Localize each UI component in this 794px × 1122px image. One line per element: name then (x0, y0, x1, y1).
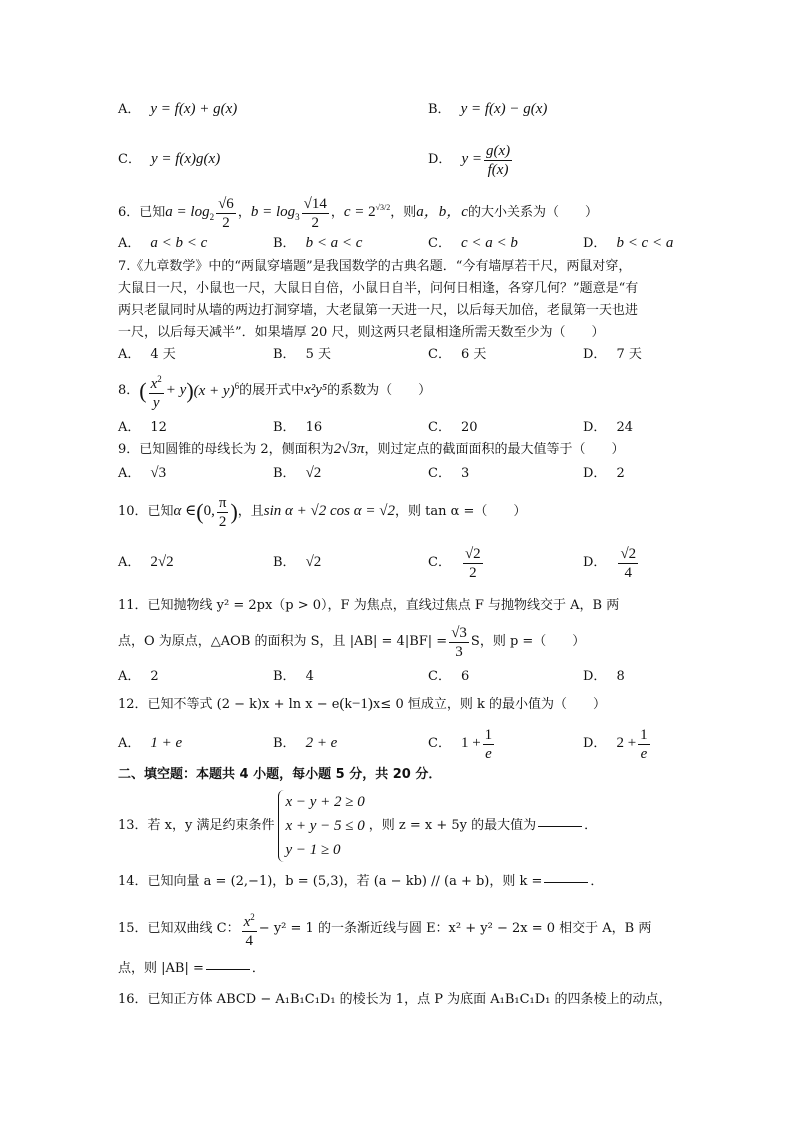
q10-options (118, 540, 678, 586)
question-13: 13．若 x，y 满足约束条件 x − y + 2 ≥ 0 x + y − 5 ≤ 0 y − 1 ≥ 0 ，则 z = x + 5y 的最大值为 ． (118, 788, 678, 864)
q15-frac: $\frac{x^2}{4}$ (242, 908, 257, 950)
q6-b-def: $b = \log_3$ (250, 203, 300, 222)
q12-option-b: B． 2 + e (273, 735, 338, 752)
q11-option-d: D． 8 (583, 668, 625, 684)
question-12: 12．已知不等式 (2 − k)x + ln x − e (k−1)x ≤ 0 恒成立，则 k 的最小值为（ ） (118, 696, 606, 713)
q10-option-c: C． $\frac{√2}{2}$ (428, 545, 481, 581)
question-11-line1: 11．已知抛物线 y² = 2px（p > 0），F 为焦点，直线过焦点 F 与抛物线交于 A，B 两 (118, 597, 620, 613)
q9-option-b: B． √2 (273, 465, 322, 482)
q7-option-b: B． 5 天 (273, 346, 331, 362)
q9-option-d: D． 2 (583, 465, 625, 481)
q12-option-d: D． 2 + $\frac{1}{e}$ (583, 726, 648, 762)
question-11-line2: 点，O 为原点，△AOB 的面积为 S，且 |AB| = 4|BF| = $\frac{√3}{3}$ S，则 p =（ ） (118, 624, 586, 660)
section-2-heading: 二、填空题：本题共 4 小题，每小题 5 分，共 20 分． (118, 767, 442, 782)
q9-option-a: A． √3 (118, 465, 167, 482)
q6-option-b: B． b < a < c (273, 235, 363, 252)
question-8: 8． ( $\frac{x^2}{y}$ + y ) $(x + y)^6$ 的展开式中 x²y⁵ 的系数为（ ） (118, 367, 678, 415)
q7-options (118, 343, 678, 367)
question-15-line1: 15．已知双曲线 C： $\frac{x^2}{4}$ − y² = 1 的一条渐近线与圆 E：x² + y² − 2x = 0 相交于 A，B 两 (118, 906, 678, 952)
q8-option-b: B． 16 (273, 419, 323, 435)
question-15-line2: 点，则 |AB| = ． (118, 960, 265, 976)
q12-option-c: C． 1 + $\frac{1}{e}$ (428, 726, 493, 762)
q6-b-frac: $\frac{√14}{2}$ (303, 195, 327, 231)
q10-option-d: D． $\frac{√2}{4}$ (583, 545, 637, 581)
q6-option-a: A． a < b < c (118, 235, 208, 252)
q9-options (118, 462, 678, 486)
q10-option-a: A． 2√2 (118, 554, 174, 571)
q8-option-d: D． 24 (583, 419, 633, 435)
q5-options-row1 (118, 98, 678, 122)
q5-options-row2 (118, 138, 678, 182)
q5-option-b: B． y = f(x) − g(x) (428, 101, 548, 118)
q11-option-a: A． 2 (118, 668, 159, 684)
q11-frac: $\frac{√3}{3}$ (451, 624, 467, 660)
q7-option-a: A． 4 天 (118, 346, 176, 362)
question-7: 7.《九章数学》中的“两鼠穿墙题”是我国数学的古典名题．“今有墙厚若干尺，两鼠对穿， 大鼠日一尺，小鼠也一尺，大鼠日自倍，小鼠日自半，问何日相逢，各穿几何？”题意是“有 两只老鼠同时从墙的两边打洞穿墙，大老鼠第一天进一尺，以后每天加倍，老鼠第一天也进 一尺，以后每天减半”．如果墙厚 20 尺，则这两只老鼠相逢所需天数至少为（ ） (118, 259, 639, 340)
question-6: 6．已知 $a = \log_2$ $\frac{√6}{2}$ ， $b = \log_3$ $\frac{√14}{2}$ ， $c = 2^{√3/2}$ ，则 a，b，c 的大小关系为（ ） (118, 195, 598, 231)
question-9: 9．已知圆锥的母线长为 2，侧面积为 2√3π ，则过定点的截面面积的最大值等于（ ） (118, 441, 625, 458)
q6-a-def: $a = \log_2$ (165, 203, 215, 222)
q5-option-d-fraction: $\frac{g(x)}{f(x)}$ (485, 142, 511, 178)
q7-option-d: D． 7 天 (583, 346, 642, 362)
q6-c-def: $c = 2^{√3/2}$ (343, 203, 391, 221)
q11-option-b: B． 4 (273, 668, 314, 684)
q10-option-b: B． √2 (273, 554, 322, 571)
question-10: 10．已知 α ∈ ( 0, $\frac{\pi}{2}$ ) ，且 sin α + √2 cos α = √2 ，则 tan α =（ ） (118, 494, 527, 530)
q8-options (118, 416, 678, 440)
q7-option-c: C． 6 天 (428, 346, 487, 362)
q5-option-c: C． y = f(x)g(x) (118, 151, 221, 168)
q6-option-c: C． c < a < b (428, 235, 518, 252)
q8-option-c: C． 20 (428, 419, 478, 435)
q11-options (118, 665, 678, 689)
q13-answer-blank (538, 826, 582, 827)
q6-a-frac: $\frac{√6}{2}$ (218, 195, 234, 231)
q12-option-a: A． 1 + e (118, 735, 183, 752)
q15-answer-blank (206, 969, 250, 970)
q5-option-d: D． y = $\frac{g(x)}{f(x)}$ (428, 142, 511, 178)
q8-frac: $\frac{x^2}{y}$ (149, 370, 164, 412)
q6-options (118, 232, 678, 256)
q11-option-c: C． 6 (428, 668, 470, 684)
q12-options (118, 722, 678, 766)
q6-option-d: D． b < c < a (583, 235, 674, 252)
q13-constraint-system: x − y + 2 ≥ 0 x + y − 5 ≤ 0 y − 1 ≥ 0 (278, 790, 364, 862)
q5-option-a: A． y = f(x) + g(x) (118, 101, 238, 118)
q10-pi-frac: $\frac{\pi}{2}$ (218, 494, 227, 530)
question-14: 14．已知向量 a = (2,−1)，b = (5,3)，若 (a − kb) // (a + b)，则 k = ． (118, 873, 604, 889)
question-16: 16．已知正方体 ABCD − A₁B₁C₁D₁ 的棱长为 1，点 P 为底面 A₁B₁C₁D₁ 的四条棱上的动点， (118, 991, 672, 1007)
q8-option-a: A． 12 (118, 419, 167, 435)
q9-option-c: C． 3 (428, 465, 470, 481)
q14-answer-blank (544, 882, 588, 883)
